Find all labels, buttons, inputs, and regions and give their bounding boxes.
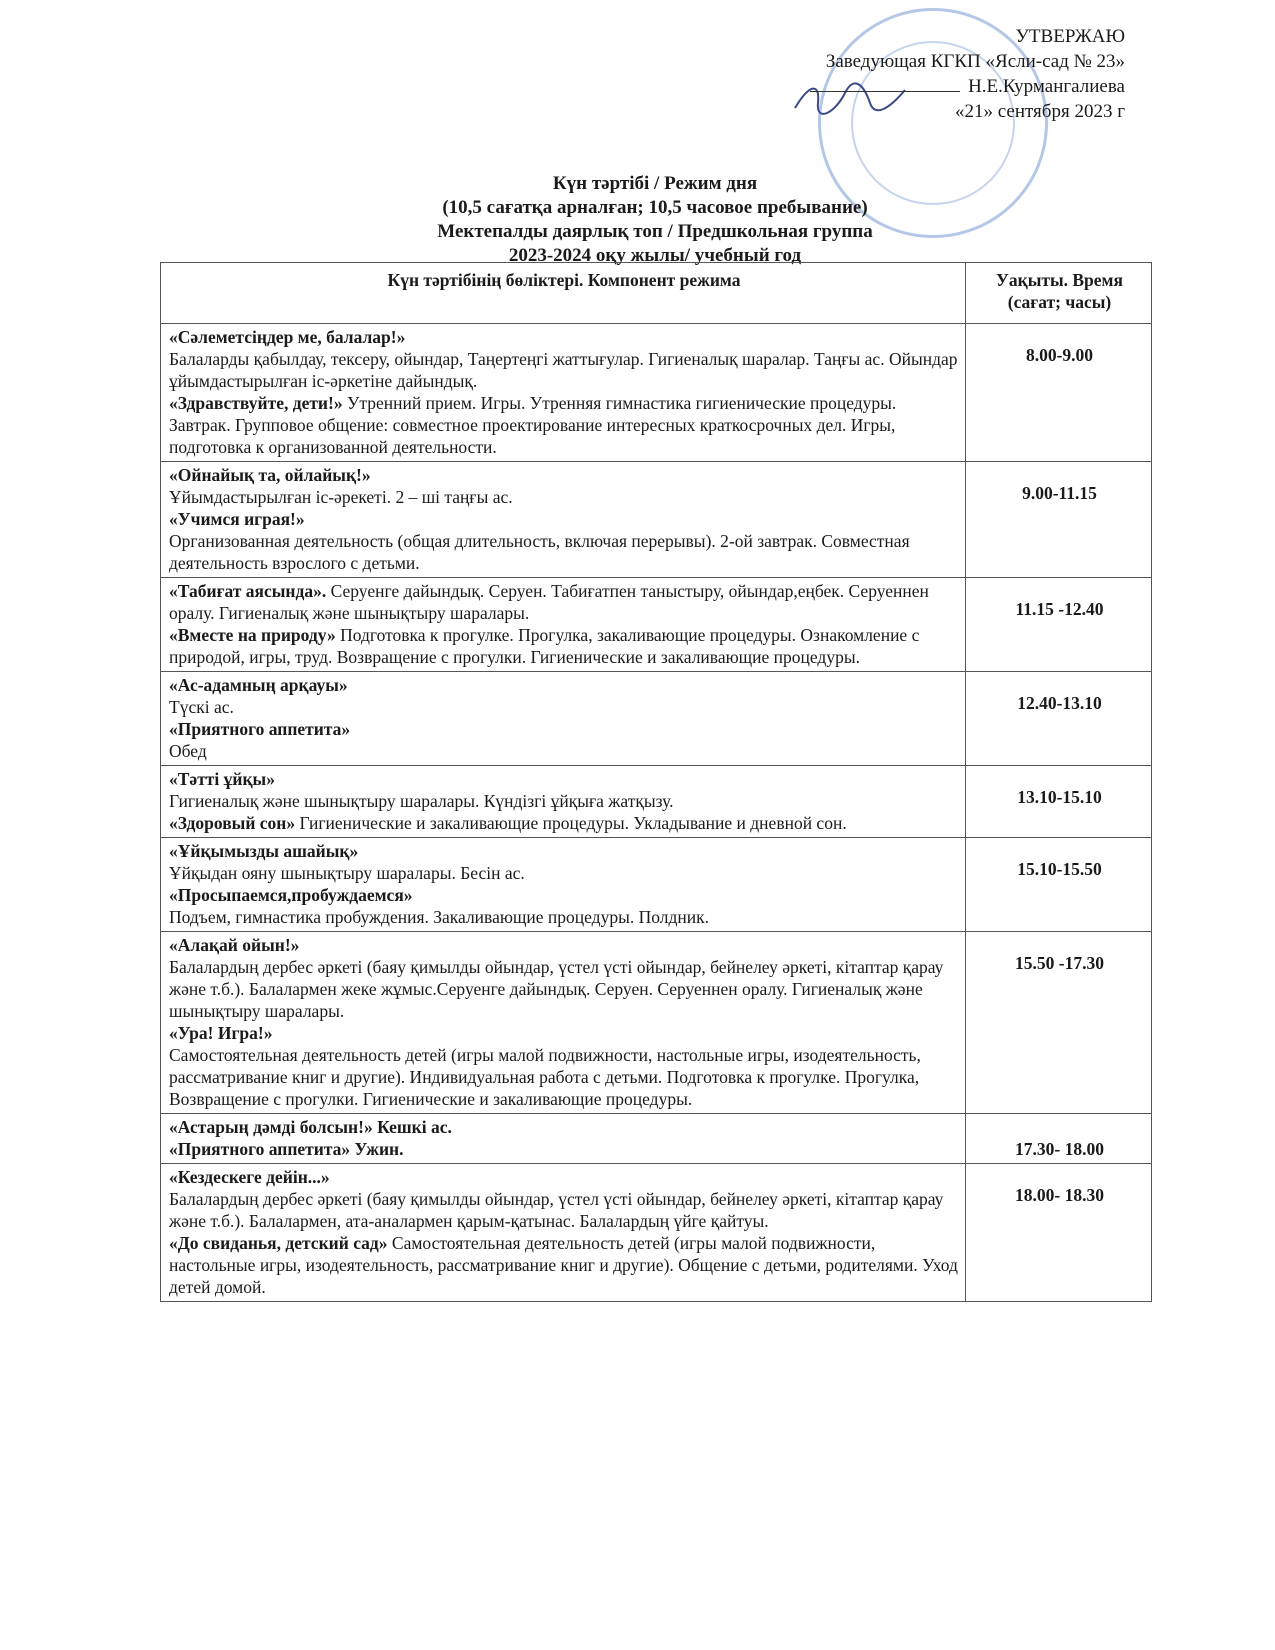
row-paragraph	[169, 1188, 959, 1232]
row-time: 9.00-11.15	[966, 462, 1152, 578]
row-time: 13.10-15.10	[966, 766, 1152, 838]
row-paragraph	[169, 1044, 959, 1110]
row-text: Ұйқыдан ояну шынықтыру шаралары. Бесін ас.	[169, 863, 525, 883]
row-heading: «Ура! Игра!»	[169, 1023, 273, 1043]
row-text: Гигиеналық және шынықтыру шаралары. Күндізгі ұйқыға жатқызу.	[169, 791, 674, 811]
row-heading: «Вместе на природу»	[169, 625, 336, 645]
row-paragraph	[169, 840, 959, 862]
row-time: 18.00- 18.30	[966, 1164, 1152, 1302]
row-heading: «Кездескеге дейін...»	[169, 1167, 330, 1187]
row-component	[161, 838, 966, 932]
row-time: 12.40-13.10	[966, 672, 1152, 766]
row-component	[161, 324, 966, 462]
table-row	[161, 1114, 1152, 1164]
table-header-row	[161, 263, 1152, 324]
row-paragraph	[169, 580, 959, 624]
row-text: Гигиенические и закаливающие процедуры. Укладывание и дневной сон.	[295, 813, 847, 833]
row-heading: «Приятного аппетита»	[169, 719, 351, 739]
row-paragraph	[169, 740, 959, 762]
row-paragraph	[169, 530, 959, 574]
row-paragraph	[169, 674, 959, 696]
row-text: Утренний прием. Игры. Утренняя гимнастика гигиенические процедуры. Завтрак. Групповое общение: совместное проектирование интересных краткосрочных дел. Игры, подготовка к организованной деятельности.	[169, 393, 897, 457]
row-text: Балаларды қабылдау, тексеру, ойындар, Таңертеңгі жаттығулар. Гигиеналық шаралар. Таңғы ас. Ойындар ұйымдастырылған іс-әркетіне дайындық.	[169, 349, 958, 391]
row-heading: «Здравствуйте, дети!»	[169, 393, 343, 413]
row-component	[161, 1164, 966, 1302]
signature-line	[810, 91, 960, 92]
row-heading: «Сәлеметсіңдер ме, балалар!»	[169, 327, 406, 347]
row-component	[161, 578, 966, 672]
row-text: Подъем, гимнастика пробуждения. Закаливающие процедуры. Полдник.	[169, 907, 709, 927]
header-component: Күн тәртібінің бөліктері. Компонент режима	[161, 263, 966, 324]
row-paragraph	[169, 1138, 959, 1160]
row-paragraph	[169, 1116, 959, 1138]
row-paragraph	[169, 956, 959, 1022]
row-text: Түскі ас.	[169, 697, 234, 717]
table-row	[161, 838, 1152, 932]
document-title	[160, 172, 1150, 268]
row-time: 17.30- 18.00	[966, 1114, 1152, 1164]
row-paragraph	[169, 906, 959, 928]
row-text: Организованная деятельность (общая длительность, включая перерывы). 2-ой завтрак. Совместная деятельность взрослого с детьми.	[169, 531, 910, 573]
subtitle-line: (10,5 сағатқа арналған; 10,5 часовое пребывание)	[442, 197, 868, 218]
row-paragraph	[169, 812, 959, 834]
title-line: Күн тәртібі / Режим дня	[552, 173, 758, 194]
row-component	[161, 462, 966, 578]
table-row	[161, 766, 1152, 838]
row-paragraph	[169, 348, 959, 392]
row-paragraph	[169, 508, 959, 530]
row-text: Балалардың дербес әркеті (баяу қимылды ойындар, үстел үсті ойындар, бейнелеу әркеті, кітаптар қарау және т.б.). Балалармен, ата-аналармен қарым-қатынас. Балалардың үйге қайтуы.	[169, 1189, 944, 1231]
row-text: Ұйымдастырылған іс-әрекеті. 2 – ші таңғы ас.	[169, 487, 513, 507]
year-line: 2023-2024 оқу жылы/ учебный год	[508, 245, 802, 266]
row-heading: «Алақай ойын!»	[169, 935, 300, 955]
row-heading: «Учимся играя!»	[169, 509, 305, 529]
row-time: 15.50 -17.30	[966, 932, 1152, 1114]
row-component	[161, 766, 966, 838]
row-text: Серуенге дайындық. Серуен. Табиғатпен таныстыру, ойындар,еңбек. Серуеннен оралу. Гигиеналық және шынықтыру шаралары.	[169, 581, 929, 623]
approval-block	[810, 24, 1125, 124]
row-paragraph	[169, 392, 959, 458]
row-time: 11.15 -12.40	[966, 578, 1152, 672]
row-paragraph	[169, 884, 959, 906]
row-paragraph	[169, 326, 959, 348]
row-text: Подготовка к прогулке. Прогулка, закаливающие процедуры. Ознакомление с природой, игры, труд. Возвращение с прогулки. Гигиенические и закаливающие процедуры.	[169, 625, 920, 667]
approval-date: «21» сентября 2023 г	[954, 101, 1125, 122]
row-paragraph	[169, 624, 959, 668]
approval-name: Н.Е.Курмангалиева	[968, 76, 1125, 97]
approval-position: Заведующая КГКП «Ясли-сад № 23»	[825, 51, 1125, 72]
table-row	[161, 324, 1152, 462]
row-paragraph	[169, 1022, 959, 1044]
row-heading: «Табиғат аясында».	[169, 581, 327, 601]
row-text: Самостоятельная деятельность детей (игры малой подвижности, настольные игры, изодеятельность, рассматривание книг и другие). Общение с детьми, родителями. Уход детей домой.	[169, 1233, 958, 1297]
row-heading: «Ойнайық та, ойлайық!»	[169, 465, 371, 485]
table-row	[161, 672, 1152, 766]
row-paragraph	[169, 934, 959, 956]
header-time-line2: (сағат; часы)	[1007, 292, 1112, 312]
table-row	[161, 462, 1152, 578]
schedule-table	[160, 262, 1152, 1302]
row-heading: «Приятного аппетита» Ужин.	[169, 1139, 404, 1159]
header-time-line1: Уақыты. Время	[996, 270, 1123, 290]
table-row	[161, 932, 1152, 1114]
row-heading: «Ұйқымызды ашайық»	[169, 841, 359, 861]
row-paragraph	[169, 1232, 959, 1298]
row-heading: «Астарың дәмді болсын!» Кешкі ас.	[169, 1117, 452, 1137]
row-heading: «Здоровый сон»	[169, 813, 296, 833]
row-paragraph	[169, 862, 959, 884]
row-heading: «Тәтті ұйқы»	[169, 769, 275, 789]
row-time: 8.00-9.00	[966, 324, 1152, 462]
row-paragraph	[169, 696, 959, 718]
approval-word: УТВЕРЖАЮ	[1015, 26, 1125, 47]
row-paragraph	[169, 464, 959, 486]
row-paragraph	[169, 486, 959, 508]
row-text: Обед	[169, 741, 207, 761]
row-text: Балалардың дербес әркеті (баяу қимылды ойындар, үстел үсті ойындар, бейнелеу әркеті, кітаптар қарау және т.б.). Балалармен жеке жұмыс.Серуенге дайындық. Серуен. Серуеннен оралу. Гигиеналық және шынықтыру шаралары.	[169, 957, 944, 1021]
approval-signature-row	[810, 74, 1125, 99]
table-row	[161, 1164, 1152, 1302]
row-heading: «Ас-адамның арқауы»	[169, 675, 348, 695]
row-paragraph	[169, 790, 959, 812]
row-component	[161, 932, 966, 1114]
row-paragraph	[169, 768, 959, 790]
row-paragraph	[169, 1166, 959, 1188]
row-paragraph	[169, 718, 959, 740]
table-row	[161, 578, 1152, 672]
row-text: Самостоятельная деятельность детей (игры малой подвижности, настольные игры, изодеятельность, рассматривание книг и другие). Индивидуальная работа с детьми. Подготовка к прогулке. Прогулка, Возвращение с прогулки. Гигиенические и закаливающие процедуры.	[169, 1045, 921, 1109]
row-heading: «Просыпаемся,пробуждаемся»	[169, 885, 413, 905]
row-time: 15.10-15.50	[966, 838, 1152, 932]
row-heading: «До свиданья, детский сад»	[169, 1233, 388, 1253]
group-line: Мектепалды даярлық топ / Предшкольная группа	[437, 221, 873, 242]
header-time	[966, 263, 1152, 324]
row-component	[161, 672, 966, 766]
row-component	[161, 1114, 966, 1164]
